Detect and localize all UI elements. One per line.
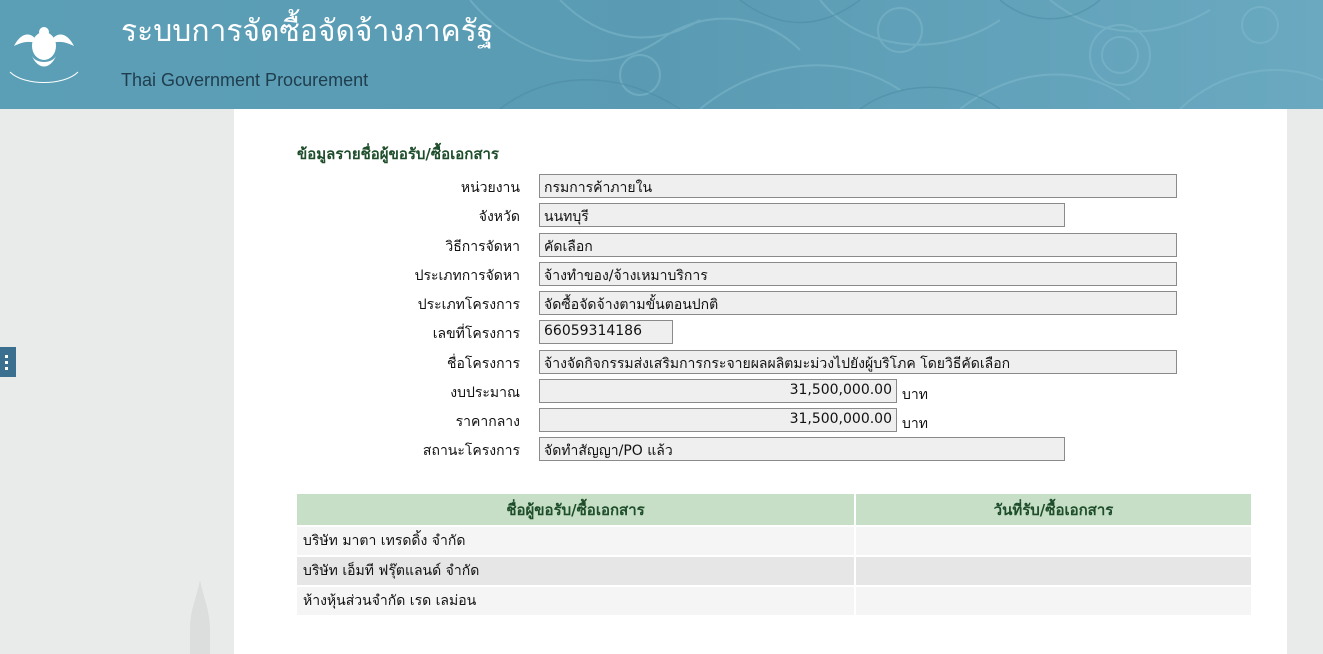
main-content <box>234 109 1287 654</box>
project-no-field[interactable]: 66059314186 <box>539 320 673 344</box>
agency-label: หน่วยงาน <box>460 180 520 196</box>
requester-name-cell: ห้างหุ้นส่วนจำกัด เรด เลม่อน <box>297 587 854 615</box>
budget-unit: บาท <box>902 387 928 403</box>
requester-name-cell: บริษัท เอ็มที ฟรุ๊ตแลนด์ จำกัด <box>297 557 854 585</box>
site-header <box>0 0 1323 109</box>
status-label: สถานะโครงการ <box>422 443 520 459</box>
requester-name-cell: บริษัท มาตา เทรดดิ้ง จำกัด <box>297 527 854 555</box>
project-type-label: ประเภทโครงการ <box>417 297 520 313</box>
table-row <box>297 527 1251 555</box>
section-title: ข้อมูลรายชื่อผู้ขอรับ/ซื้อเอกสาร <box>297 145 499 163</box>
budget-field[interactable]: 31,500,000.00 <box>539 379 897 403</box>
median-price-label: ราคากลาง <box>455 414 520 430</box>
project-name-label: ชื่อโครงการ <box>446 356 520 372</box>
project-no-label: เลขที่โครงการ <box>432 326 520 342</box>
median-price-unit: บาท <box>902 416 928 432</box>
procure-type-label: ประเภทการจัดหา <box>414 268 520 284</box>
method-label: วิธีการจัดหา <box>445 239 520 255</box>
received-date-cell <box>856 557 1251 585</box>
received-date-cell <box>856 527 1251 555</box>
column-header-date: วันที่รับ/ซื้อเอกสาร <box>856 494 1251 525</box>
site-title: ระบบการจัดซื้อจัดจ้างภาครัฐ <box>121 14 494 49</box>
left-background <box>0 109 234 654</box>
background-decoration <box>170 580 230 654</box>
project-name-field[interactable]: จ้างจัดกิจกรรมส่งเสริมการกระจายผลผลิตมะม่วงไปยังผู้บริโภค โดยวิธีคัดเลือก <box>539 350 1177 374</box>
column-header-requester: ชื่อผู้ขอรับ/ซื้อเอกสาร <box>297 494 854 525</box>
procure-type-field[interactable]: จ้างทำของ/จ้างเหมาบริการ <box>539 262 1177 286</box>
province-label: จังหวัด <box>478 209 520 225</box>
status-field[interactable]: จัดทำสัญญา/PO แล้ว <box>539 437 1065 461</box>
table-header-row <box>297 494 1251 525</box>
menu-toggle-button[interactable] <box>0 347 16 377</box>
right-background <box>1287 109 1323 654</box>
project-type-field[interactable]: จัดซื้อจัดจ้างตามขั้นตอนปกติ <box>539 291 1177 315</box>
government-logo[interactable] <box>4 20 82 92</box>
received-date-cell <box>856 587 1251 615</box>
requesters-table <box>297 494 1251 615</box>
table-row <box>297 587 1251 615</box>
method-field[interactable]: คัดเลือก <box>539 233 1177 257</box>
budget-label: งบประมาณ <box>450 385 520 401</box>
median-price-field[interactable]: 31,500,000.00 <box>539 408 897 432</box>
agency-field[interactable]: กรมการค้าภายใน <box>539 174 1177 198</box>
menu-icon <box>5 353 8 371</box>
site-subtitle: Thai Government Procurement <box>121 70 369 90</box>
table-row <box>297 557 1251 585</box>
province-field[interactable]: นนทบุรี <box>539 203 1065 227</box>
